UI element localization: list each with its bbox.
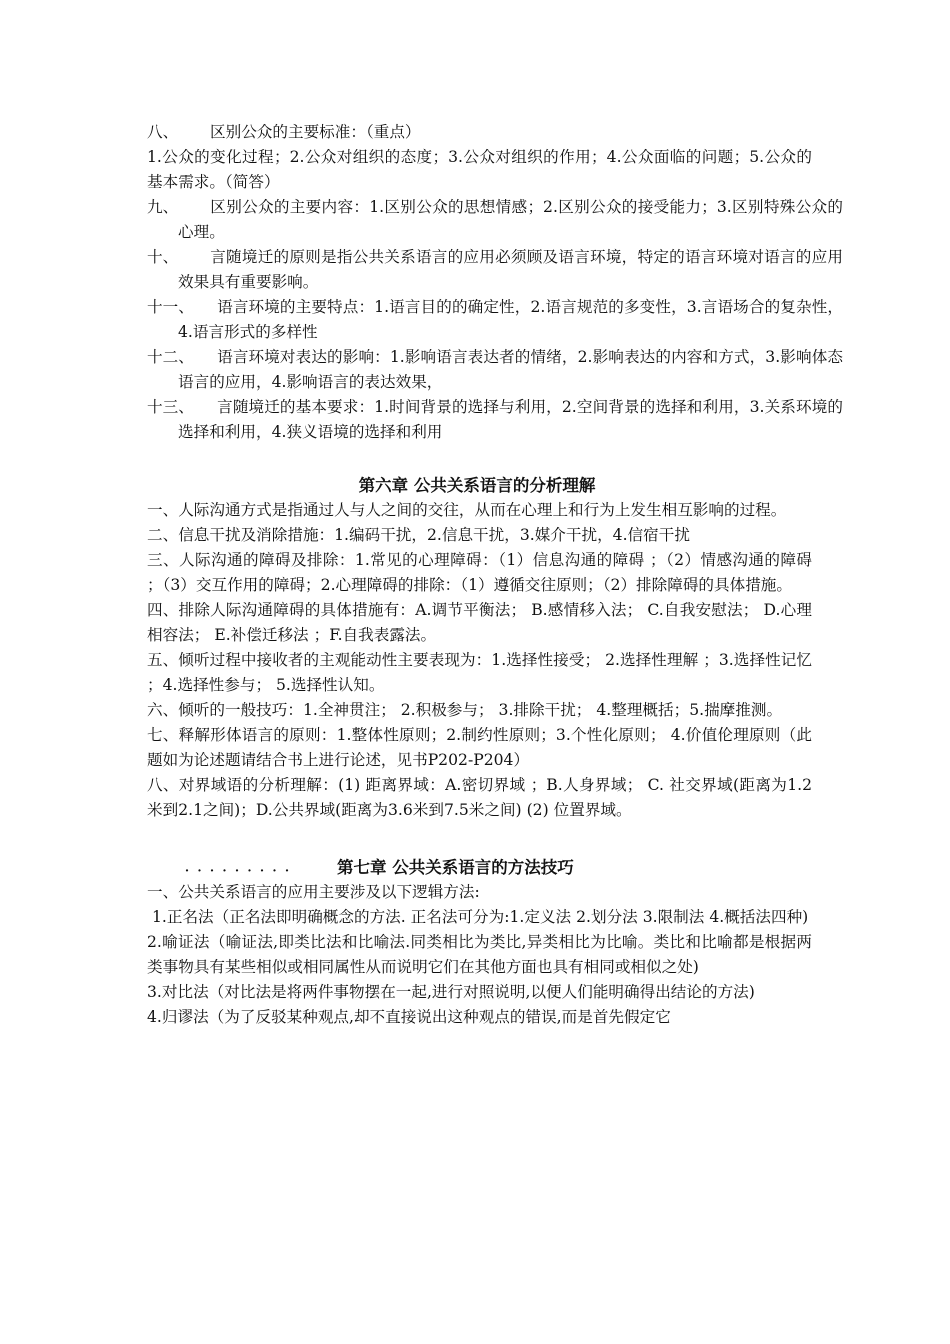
list-item: 七、释解形体语言的原则：1.整体性原则；2.制约性原则；3.个性化原则； 4.价值伦理原则（此题如为论述题请结合书上进行论述，见书P202-P204） bbox=[147, 726, 812, 769]
list-item: 四、排除人际沟通障碍的具体措施有：A.调节平衡法； B.感情移入法； C.自我安慰法； D.心理相容法； E.补偿迁移法 ；F.自我表露法。 bbox=[147, 601, 812, 644]
list-item: 3.对比法（对比法是将两件事物摆在一起,进行对照说明,以便人们能明确得出结论的方法) bbox=[147, 983, 755, 1001]
item-text: 区别公众的主要标准：（重点） bbox=[210, 123, 421, 141]
list-item: 二、信息干扰及消除措施：1.编码干扰，2.信息干扰，3.媒介干扰，4.信宿干扰 bbox=[147, 526, 690, 544]
item-number: 九、 bbox=[147, 198, 179, 216]
list-item bbox=[147, 195, 843, 245]
item-number: 十一、 bbox=[147, 298, 194, 316]
item-text: 1.公众的变化过程；2.公众对组织的态度；3.公众对组织的作用；4.公众面临的问题；5.公众的基本需求。（简答） bbox=[147, 148, 812, 191]
list-item bbox=[147, 245, 843, 295]
list-item: 五、倾听过程中接收者的主观能动性主要表现为：1.选择性接受； 2.选择性理解 ；3.选择性记忆 ；4.选择性参与； 5.选择性认知。 bbox=[147, 651, 812, 694]
item-text: 言随境迁的基本要求：1.时间背景的选择与利用，2.空间背景的选择和利用，3.关系环境的选择和利用，4.狭义语境的选择和利用 bbox=[178, 398, 843, 441]
item-text: 言随境迁的原则是指公共关系语言的应用必须顾及语言环境，特定的语言环境对语言的应用效果具有重要影响。 bbox=[178, 248, 843, 291]
emphasis-dots: ．．．．．．．．． bbox=[185, 860, 305, 875]
item-number: 十、 bbox=[147, 248, 179, 266]
chapter-6-title: 第六章 公共关系语言的分析理解 bbox=[358, 476, 596, 495]
list-item: 一、人际沟通方式是指通过人与人之间的交往，从而在心理上和行为上发生相互影响的过程。 bbox=[147, 501, 787, 519]
list-item bbox=[147, 145, 812, 195]
list-item bbox=[147, 120, 812, 145]
list-item: 六、倾听的一般技巧：1.全神贯注； 2.积极参与； 3.排除干扰； 4.整理概括；5.揣摩推测。 bbox=[147, 701, 783, 719]
item-text: 区别公众的主要内容：1.区别公众的思想情感；2.区别公众的接受能力；3.区别特殊公众的心理。 bbox=[178, 198, 843, 241]
document-body bbox=[0, 120, 950, 1030]
item-number: 十三、 bbox=[147, 398, 194, 416]
chapter-7-heading bbox=[0, 855, 950, 880]
list-item: 一、公共关系语言的应用主要涉及以下逻辑方法: bbox=[147, 883, 480, 901]
list-item: 4.归谬法（为了反驳某种观点,却不直接说出这种观点的错误,而是首先假定它 bbox=[147, 1008, 671, 1026]
list-item: 1.正名法（正名法即明确概念的方法. 正名法可分为:1.定义法 2.划分法 3.限制法 4.概括法四种) bbox=[147, 908, 809, 926]
list-item: 八、对界域语的分析理解：(1) 距离界域：A.密切界域 ；B.人身界域； C. 社交界域(距离为1.2米到2.1之间)；D.公共界域(距离为3.6米到7.5米之间) (2) 位置界域。 bbox=[147, 776, 812, 819]
item-number: 十二、 bbox=[147, 348, 194, 366]
item-number: 八、 bbox=[147, 123, 179, 141]
item-text: 语言环境对表达的影响：1.影响语言表达者的情绪，2.影响表达的内容和方式，3.影响体态语言的应用，4.影响语言的表达效果， bbox=[178, 348, 843, 391]
chapter-7-title: 第七章 公共关系语言的方法技巧 bbox=[337, 858, 574, 877]
list-item bbox=[147, 345, 843, 395]
list-item: 三、人际沟通的障碍及排除：1.常见的心理障碍：（1）信息沟通的障碍 ；（2）情感沟通的障碍 ；（3）交互作用的障碍；2.心理障碍的排除：（1）遵循交往原则；（2）排除障碍的具体措施。 bbox=[147, 551, 812, 594]
list-item bbox=[147, 395, 843, 445]
item-text: 语言环境的主要特点：1.语言目的的确定性，2.语言规范的多变性，3.言语场合的复杂性，4.语言形式的多样性 bbox=[178, 298, 843, 341]
list-item bbox=[147, 295, 843, 345]
list-item: 2.喻证法（喻证法,即类比法和比喻法.同类相比为类比,异类相比为比喻。类比和比喻都是根据两类事物具有某些相似或相同属性从而说明它们在其他方面也具有相同或相似之处) bbox=[147, 933, 812, 976]
